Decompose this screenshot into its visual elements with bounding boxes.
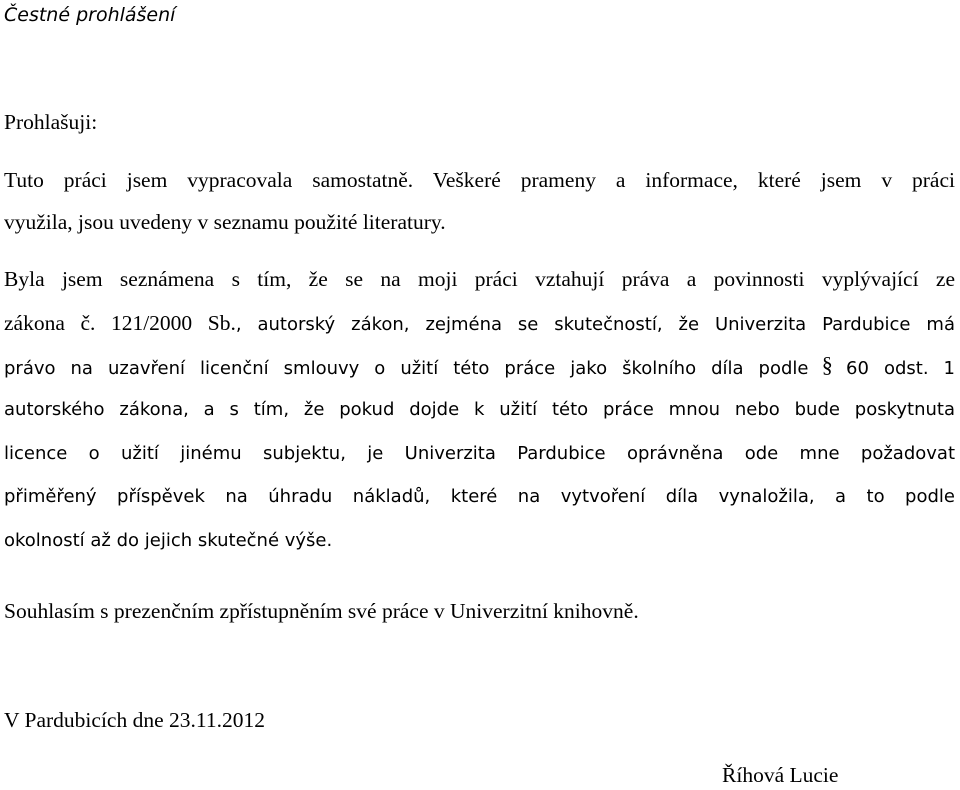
paragraph-2-line-3-text: právo na uzavření licenční smlouvy o užití této práce jako školního díla podle (4, 358, 809, 379)
paragraph-2-line-2-text: , autorský zákon, zejména se skutečností, že Univerzita Pardubice má (235, 314, 955, 335)
declaration-label: Prohlašuji: (4, 110, 98, 134)
paragraph-2-line-4: autorského zákona, a s tím, že pokud dojde k užití této práce mnou nebo bude poskytnuta (4, 399, 955, 420)
consent-statement: Souhlasím s prezenčním zpřístupněním své práce v Univerzitní knihovně. (4, 599, 639, 623)
paragraph-2-line-3-end: 60 odst. 1 (846, 358, 955, 379)
paragraph-2-line-1: Byla jsem seznámena s tím, že se na moji práci vztahují práva a povinnosti vyplývající ze (4, 267, 955, 291)
paragraph-2-line-5: licence o užití jinému subjektu, je Univerzita Pardubice oprávněna ode mne požadovat (4, 443, 955, 464)
page-title: Čestné prohlášení (4, 4, 176, 26)
paragraph-1-line-2: využila, jsou uvedeny v seznamu použité literatury. (4, 210, 446, 234)
signature-name: Říhová Lucie (722, 763, 839, 787)
paragraph-2-line-2 (4, 308, 955, 338)
paragraph-2-line-7: okolností až do jejich skutečné výše. (4, 530, 333, 551)
place-and-date: V Pardubicích dne 23.11.2012 (4, 708, 265, 732)
section-sign: § (821, 352, 833, 377)
paragraph-2-line-3 (4, 352, 955, 382)
paragraph-1-line-1: Tuto práci jsem vypracovala samostatně. Veškeré prameny a informace, které jsem v práci (4, 168, 955, 192)
paragraph-2-line-6: přiměřený příspěvek na úhradu nákladů, které na vytvoření díla vynaložila, a to podle (4, 486, 955, 507)
law-reference: zákona č. 121/2000 Sb. (4, 311, 236, 335)
